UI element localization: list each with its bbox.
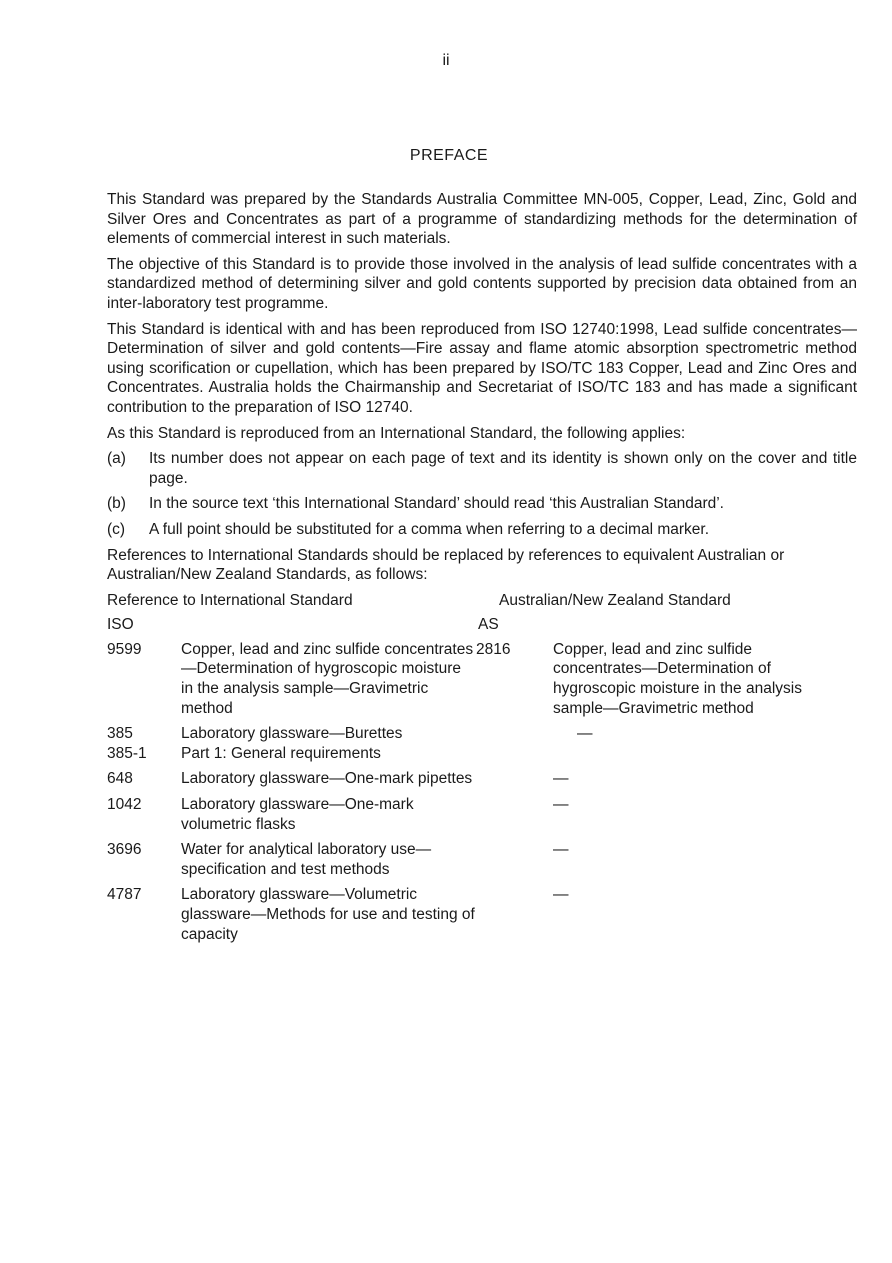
page-number: ii bbox=[442, 52, 450, 69]
iso-title: Laboratory glassware—One-mark pipettes bbox=[181, 770, 473, 788]
table-row bbox=[107, 744, 857, 764]
as-number bbox=[476, 795, 553, 834]
page-title: PREFACE bbox=[409, 147, 489, 164]
table-row bbox=[107, 885, 857, 944]
as-number bbox=[476, 885, 553, 944]
table-row bbox=[107, 795, 857, 834]
as-title: — bbox=[553, 886, 569, 904]
list-item-label: (a) bbox=[107, 450, 126, 468]
list-item bbox=[107, 494, 857, 514]
col-header-international: Reference to International Standard bbox=[107, 591, 353, 609]
list-item bbox=[107, 449, 857, 488]
as-number bbox=[476, 840, 553, 879]
as-title: Copper, lead and zinc sulfide concentrates—Determination of hygroscopic moisture in the analysis sample—Gravimetric method bbox=[553, 640, 802, 717]
col-sub-as: AS bbox=[478, 616, 499, 634]
as-number bbox=[476, 724, 553, 744]
list-item-text: Its number does not appear on each page of text and its identity is shown only on the cover and title page. bbox=[149, 450, 857, 487]
paragraph-identical: This Standard is identical with and has been reproduced from ISO 12740:1998, Lead sulfide concentrates—Determination of silver and gold contents—Fire assay and flame atomic absorption spectrometric method using scorification or cupellation, which has been prepared by ISO/TC 183 Copper, Lead and Zinc Ores and Concentrates. Australia holds the Chairmanship and Secretariat of ISO/TC 183 and has made a significant contribution to the preparation of ISO 12740. bbox=[107, 320, 857, 416]
iso-number: 1042 bbox=[107, 796, 142, 814]
paragraph-references: References to International Standards should be replaced by references to equivalent Australian or Australian/New Zealand Standards, as follows: bbox=[107, 546, 785, 584]
table-row bbox=[107, 724, 857, 744]
iso-title: Laboratory glassware—Volumetric glassware—Methods for use and testing of capacity bbox=[181, 886, 475, 943]
as-number: 2816 bbox=[476, 640, 511, 658]
iso-number: 4787 bbox=[107, 886, 142, 904]
table-row bbox=[107, 769, 857, 789]
paragraph-applies: As this Standard is reproduced from an International Standard, the following applies: bbox=[107, 424, 686, 442]
iso-number: 9599 bbox=[107, 640, 142, 658]
iso-title: Laboratory glassware—Burettes bbox=[181, 725, 403, 743]
list-item-text: A full point should be substituted for a comma when referring to a decimal marker. bbox=[149, 520, 710, 538]
iso-title: Part 1: General requirements bbox=[181, 744, 381, 762]
iso-title: Laboratory glassware—One-mark volumetric flasks bbox=[181, 796, 414, 833]
iso-title: Water for analytical laboratory use—specification and test methods bbox=[181, 841, 432, 878]
reference-table-header bbox=[107, 591, 857, 611]
paragraph-committee: This Standard was prepared by the Standards Australia Committee MN-005, Copper, Lead, Zinc, Gold and Silver Ores and Concentrates as part of a programme of standardizing methods for the determination of elements of commercial interest in such materials. bbox=[107, 191, 857, 248]
iso-number: 3696 bbox=[107, 841, 142, 859]
as-title: — bbox=[553, 770, 569, 788]
iso-title: Copper, lead and zinc sulfide concentrates—Determination of hygroscopic moisture in the analysis sample—Gravimetric method bbox=[181, 640, 474, 717]
iso-number: 648 bbox=[107, 770, 133, 788]
col-header-australian: Australian/New Zealand Standard bbox=[499, 591, 731, 609]
list-item bbox=[107, 520, 857, 540]
list-item-text: In the source text ‘this International Standard’ should read ‘this Australian Standard’. bbox=[149, 495, 724, 513]
as-title: — bbox=[577, 725, 593, 743]
paragraph-objective: The objective of this Standard is to provide those involved in the analysis of lead sulfide concentrates with a standardized method of determining silver and gold contents supported by precision data obtained from an inter-laboratory test programme. bbox=[107, 255, 857, 312]
as-number bbox=[476, 769, 553, 789]
as-title: — bbox=[553, 841, 569, 859]
reference-table-subheader bbox=[107, 615, 857, 635]
list-item-label: (b) bbox=[107, 495, 126, 513]
iso-number: 385 bbox=[107, 725, 133, 743]
table-row bbox=[107, 840, 857, 879]
list-item-label: (c) bbox=[107, 520, 126, 538]
col-sub-iso: ISO bbox=[107, 616, 134, 634]
as-number bbox=[476, 744, 553, 764]
as-title bbox=[553, 744, 803, 764]
document-body bbox=[107, 190, 857, 950]
table-row bbox=[107, 640, 857, 718]
iso-number: 385-1 bbox=[107, 744, 147, 762]
as-title: — bbox=[553, 796, 569, 814]
